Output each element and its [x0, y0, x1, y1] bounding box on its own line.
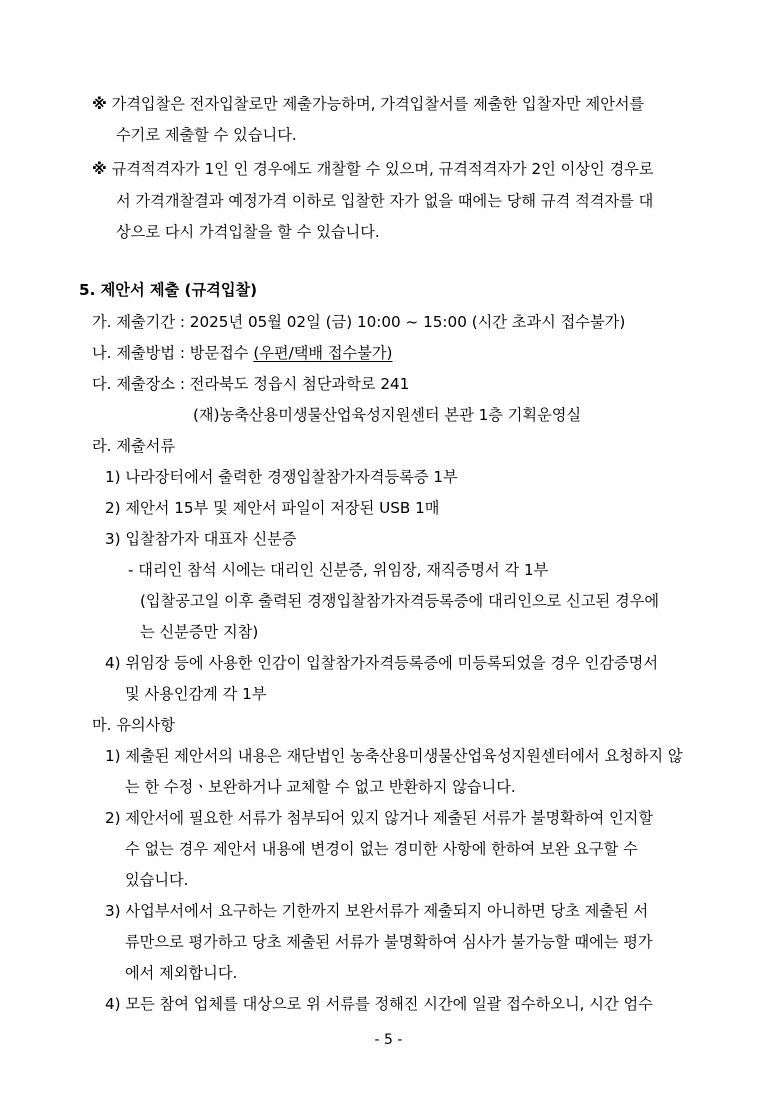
caution-3-line-3: 에서 제외합니다.	[125, 964, 238, 982]
item-submission-place	[92, 374, 409, 394]
document-item-1: 1) 나라장터에서 출력한 경쟁입찰참가자격등록증 1부	[105, 468, 458, 486]
document-item-3-paren-line-2: 는 신분증만 지참)	[140, 623, 259, 641]
note-text: 가격입찰은 전자입찰로만 제출가능하며, 가격입찰서를 제출한 입찰자만 제안서를	[111, 95, 645, 113]
item-label: 나. 제출방법 :	[92, 344, 185, 362]
item-submission-period	[92, 312, 625, 332]
caution-2-line-2: 수 없는 경우 제안서 내용에 변경이 없는 경미한 사항에 한하여 보완 요구할 수	[125, 840, 638, 858]
page-number: - 5 -	[374, 1032, 403, 1048]
document-item-4-line-1: 4) 위임장 등에 사용한 인감이 입찰참가자격등록증에 미등록되었을 경우 인감증명서	[105, 654, 659, 672]
note-1-line-1	[92, 94, 644, 114]
document-item-3: 3) 입찰참가자 대표자 신분증	[105, 530, 297, 548]
document-item-2: 2) 제안서 15부 및 제안서 파일이 저장된 USB 1매	[105, 499, 440, 517]
item-submission-method	[92, 343, 392, 363]
submission-method-value: 방문접수	[189, 344, 249, 362]
note-2-line-3: 상으로 다시 가격입찰을 할 수 있습니다.	[116, 223, 380, 241]
caution-2-line-1: 2) 제안서에 필요한 서류가 첨부되어 있지 않거나 제출된 서류가 불명확하여 인지할	[105, 809, 654, 827]
reference-mark: ※	[92, 95, 107, 113]
document-item-3-sub: - 대리인 참석 시에는 대리인 신분증, 위임장, 재직증명서 각 1부	[128, 561, 549, 579]
submission-period-note: (시간 초과시 접수불가)	[471, 313, 626, 331]
submission-place-office: (재)농축산용미생물산업육성지원센터 본관 1층 기획운영실	[193, 406, 582, 424]
caution-1-line-2: 는 한 수정ㆍ보완하거나 교체할 수 없고 반환하지 않습니다.	[125, 778, 516, 796]
note-2-line-1	[92, 159, 654, 179]
submission-method-note: (우편/택배 접수불가)	[253, 344, 393, 362]
item-cautions: 마. 유의사항	[92, 716, 176, 734]
item-label: 다. 제출장소 :	[92, 375, 185, 393]
caution-4-line-1: 4) 모든 참여 업체를 대상으로 위 서류를 정해진 시간에 일괄 접수하오니, 시간 엄수	[105, 995, 653, 1013]
document-item-4-line-2: 및 사용인감계 각 1부	[125, 685, 267, 703]
caution-3-line-1: 3) 사업부서에서 요구하는 기한까지 보완서류가 제출되지 아니하면 당초 제출된 서	[105, 902, 649, 920]
caution-1-line-1: 1) 제출된 제안서의 내용은 재단법인 농축산용미생물산업육성지원센터에서 요청하지 않	[105, 747, 683, 765]
item-label: 가. 제출기간 :	[92, 313, 185, 331]
submission-period-value: 2025년 05월 02일 (금) 10:00 ~ 15:00	[189, 313, 467, 331]
item-required-documents: 라. 제출서류	[92, 437, 176, 455]
document-item-3-paren-line-1: (입찰공고일 이후 출력된 경쟁입찰참가자격등록증에 대리인으로 신고된 경우에	[140, 592, 660, 610]
section-title: 5. 제안서 제출 (규격입찰)	[79, 281, 258, 299]
caution-3-line-2: 류만으로 평가하고 당초 제출된 서류가 불명확하여 심사가 불가능할 때에는 평가	[125, 933, 653, 951]
submission-place-address: 전라북도 정읍시 첨단과학로 241	[189, 375, 410, 393]
note-2-line-2: 서 가격개찰결과 예정가격 이하로 입찰한 자가 없을 때에는 당해 규격 적격자를 대	[116, 192, 654, 210]
reference-mark: ※	[92, 160, 107, 178]
note-1-line-2: 수기로 제출할 수 있습니다.	[116, 126, 297, 144]
note-text: 규격적격자가 1인 인 경우에도 개찰할 수 있으며, 규격적격자가 2인 이상인 경우로	[111, 160, 654, 178]
caution-2-line-3: 있습니다.	[125, 871, 189, 889]
